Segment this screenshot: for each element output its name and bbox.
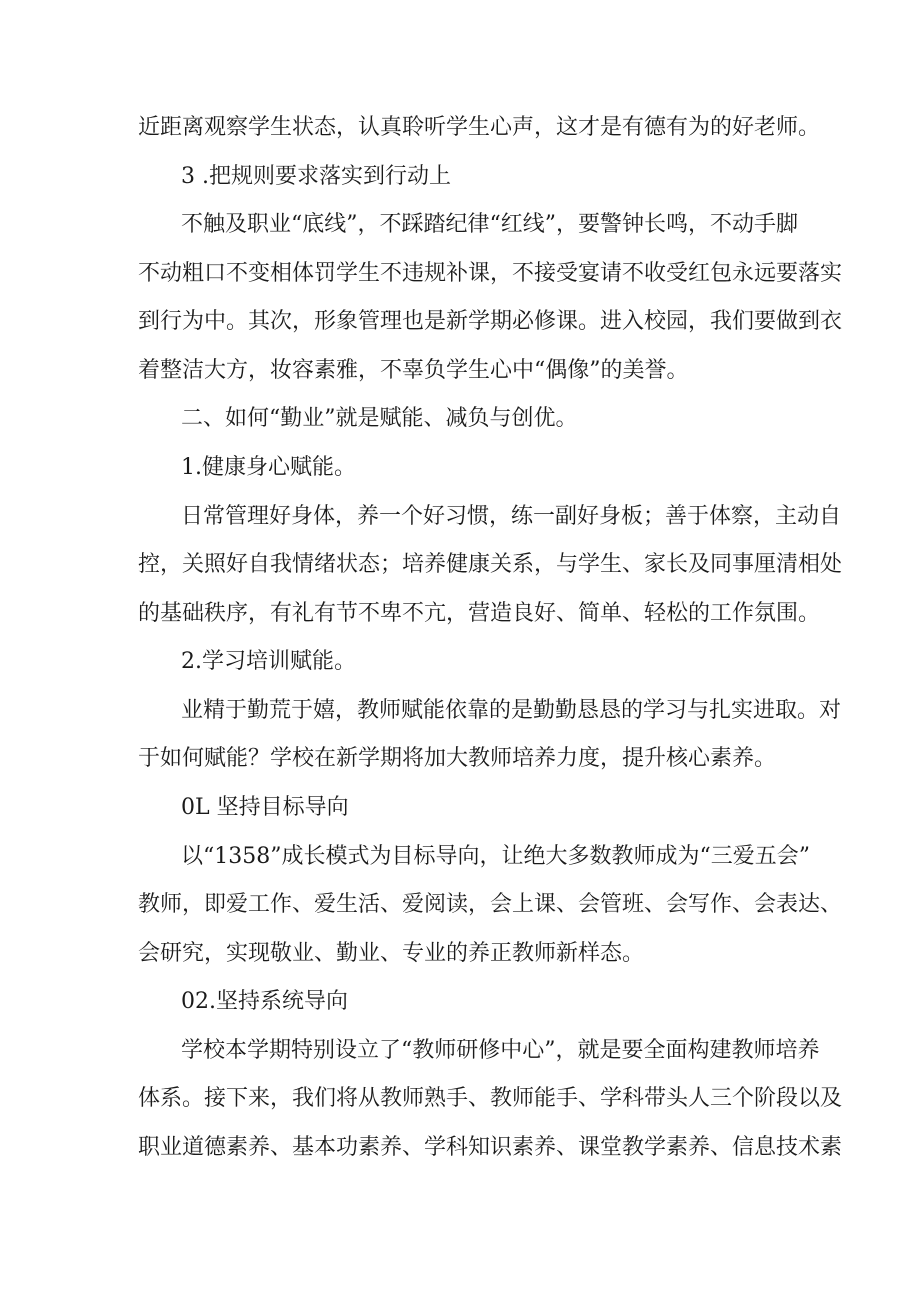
section-heading: 2.学习培训赋能。 <box>181 649 356 674</box>
text-line: 近距离观察学生状态，认真聆听学生心声，这才是有德有为的好老师。 <box>138 115 821 140</box>
text-line: 体系。接下来，我们将从教师熟手、教师能手、学科带头人三个阶段以及 <box>138 1086 843 1111</box>
text-line: 的基础秩序，有礼有节不卑不亢，营造良好、简单、轻松的工作氛围。 <box>138 601 821 626</box>
text-line: 到行为中。其次，形象管理也是新学期必修课。进入校园，我们要做到衣 <box>138 309 843 334</box>
section-heading: 0L 坚持目标导向 <box>181 795 349 820</box>
text-line: 不触及职业“底线”，不踩踏纪律“红线”，要警钟长鸣，不动手脚 <box>181 212 798 237</box>
text-line: 于如何赋能？学校在新学期将加大教师培养力度，提升核心素养。 <box>138 746 777 771</box>
section-heading: 02.坚持系统导向 <box>181 989 348 1014</box>
section-heading: 二、如何“勤业”就是赋能、减负与创优。 <box>181 406 578 431</box>
text-line: 控，关照好自我情绪状态；培养健康关系，与学生、家长及同事厘清相处 <box>138 552 843 577</box>
text-line: 学校本学期特别设立了“教师研修中心”，就是要全面构建教师培养 <box>181 1038 820 1063</box>
text-line: 会研究，实现敬业、勤业、专业的养正教师新样态。 <box>138 941 645 966</box>
text-line: 业精于勤荒于嬉，教师赋能依靠的是勤勤恳恳的学习与扎实进取。对 <box>181 698 842 723</box>
section-heading: 1.健康身心赋能。 <box>181 455 356 480</box>
text-line: 着整洁大方，妆容素雅，不辜负学生心中“偶像”的美誉。 <box>138 358 689 383</box>
text-line: 不动粗口不变相体罚学生不违规补课，不接受宴请不收受红包永远要落实 <box>138 261 843 286</box>
text-line: 职业道德素养、基本功素养、学科知识素养、课堂教学素养、信息技术素 <box>138 1135 843 1160</box>
section-heading: 3 .把规则要求落实到行动上 <box>181 164 451 189</box>
text-line: 教师，即爱工作、爱生活、爱阅读，会上课、会管班、会写作、会表达、 <box>138 892 843 917</box>
text-line: 日常管理好身体，养一个好习惯，练一副好身板；善于体察，主动自 <box>181 504 842 529</box>
text-line: 以“1358”成长模式为目标导向，让绝大多数教师成为“三爱五会” <box>181 844 810 869</box>
